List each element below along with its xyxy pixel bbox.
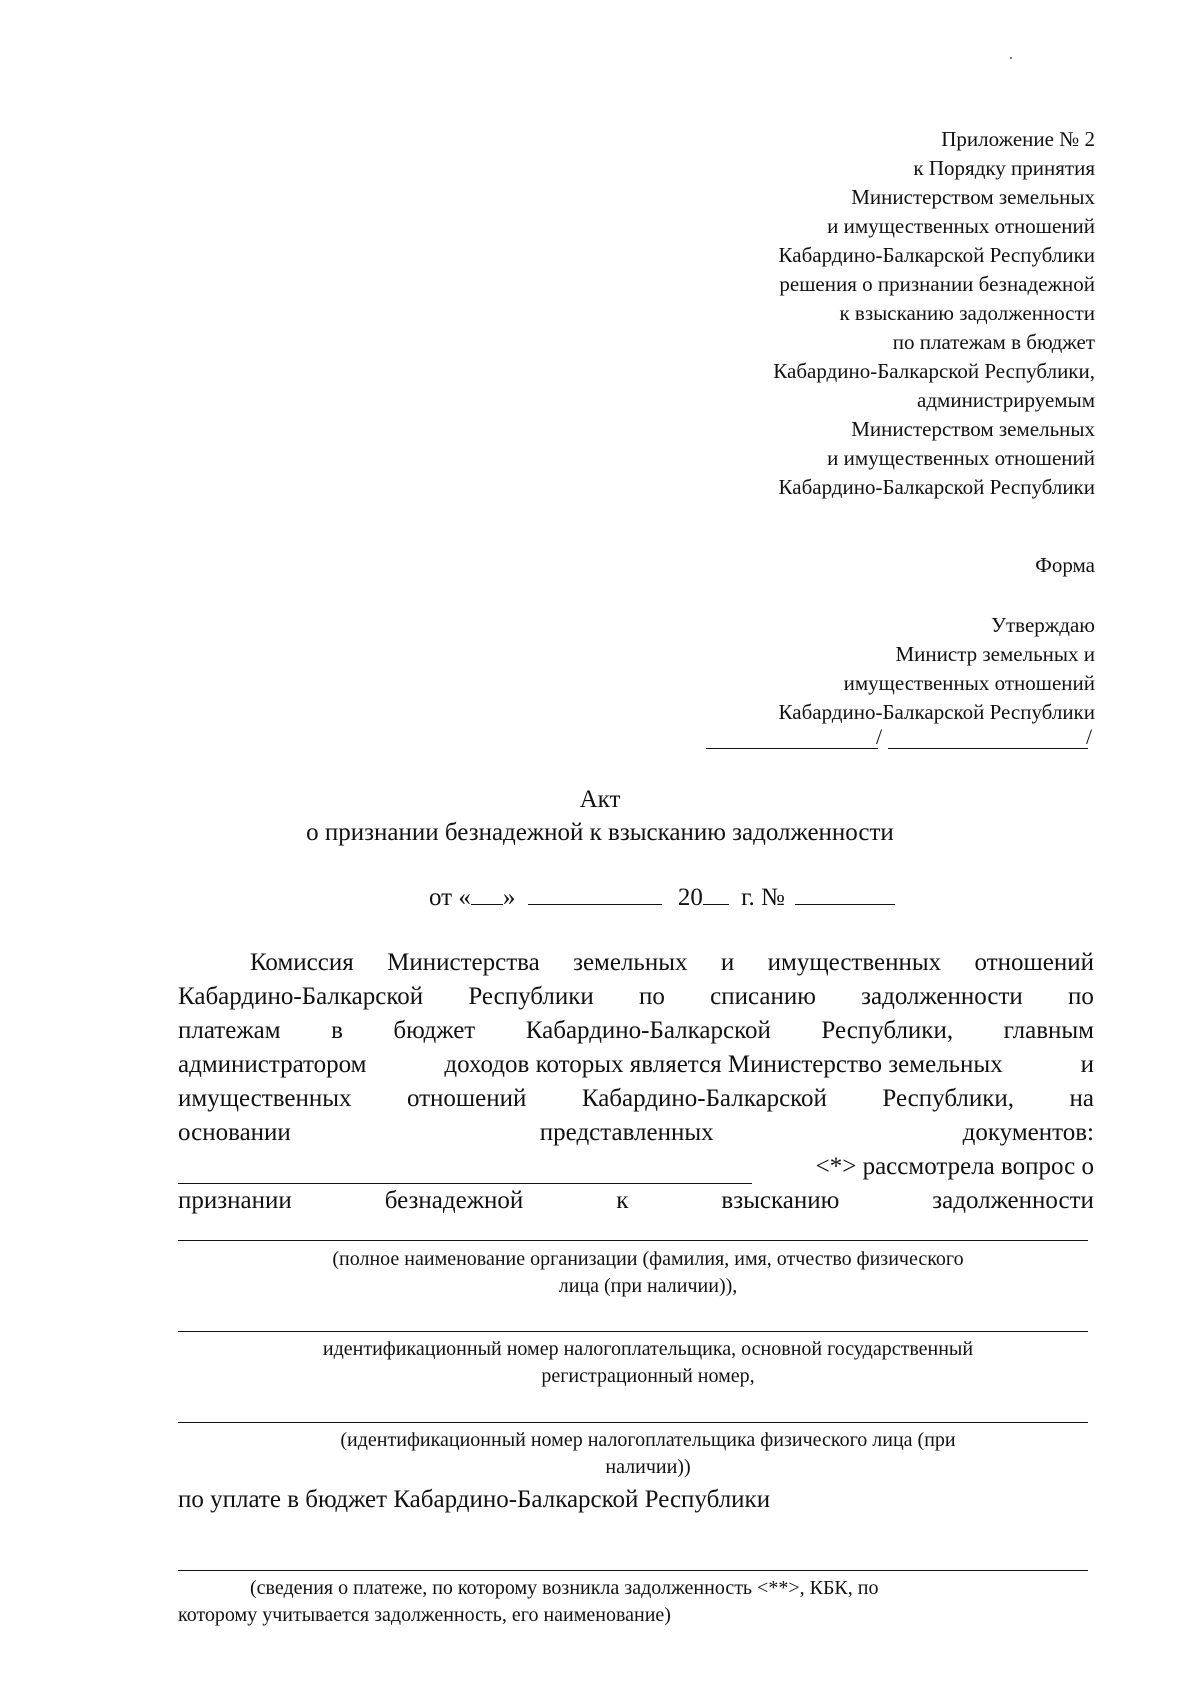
paragraph-line (178, 1150, 1094, 1184)
word: главным (1003, 1017, 1094, 1044)
approval-line: Утверждаю (991, 613, 1095, 637)
line-text: <*> рассмотрела вопрос о (815, 1153, 1094, 1180)
word: Кабардино-Балкарской (178, 983, 424, 1010)
appendix-line: и имущественных отношений (827, 214, 1095, 238)
appendix-line: Министерством земельных (851, 185, 1095, 209)
word: основании (178, 1119, 291, 1146)
approval-line: Министр земельных и (895, 642, 1095, 666)
word: задолженности (861, 983, 1023, 1010)
word: доходов которых является Министерство земельных (444, 1051, 1003, 1078)
appendix-line: Приложение № 2 (941, 127, 1095, 151)
appendix-line: и имущественных отношений (827, 446, 1095, 470)
date-quote: » (502, 884, 516, 911)
word: и (720, 949, 735, 976)
approval-line: Кабардино-Балкарской Республики (778, 700, 1095, 724)
date-prefix: от « (429, 884, 471, 911)
approval-line: имущественных отношений (843, 671, 1095, 695)
number-prefix: г. № (741, 884, 785, 911)
appendix-line: решения о признании безнадежной (779, 272, 1095, 296)
word: бюджет (393, 1017, 476, 1044)
payment-line: по уплате в бюджет Кабардино-Балкарской Республики (178, 1486, 771, 1513)
word: в (331, 1017, 343, 1044)
caption-line: лица (при наличии)), (558, 1275, 738, 1297)
paragraph-line (178, 1014, 1094, 1048)
appendix-line: Кабардино-Балкарской Республики, (773, 359, 1095, 383)
word: Кабардино-Балкарской (525, 1017, 771, 1044)
payment-details-caption (178, 1575, 1088, 1629)
caption-line: наличии)) (605, 1456, 691, 1478)
word: Комиссия (250, 949, 354, 976)
word: имущественных (767, 949, 942, 976)
word: на (1069, 1085, 1094, 1112)
signature-blank (706, 748, 878, 749)
word: и (1080, 1051, 1094, 1078)
signature-slash-end: / (1086, 724, 1093, 749)
name-blank (888, 748, 1088, 749)
paragraph-line (178, 1082, 1094, 1116)
organization-name-blank (178, 1240, 1088, 1241)
word: по (1068, 983, 1094, 1010)
word: Республики, (821, 1017, 954, 1044)
appendix-line: Кабардино-Балкарской Республики (778, 475, 1095, 499)
word: администратором (178, 1051, 367, 1078)
signature-slash: / (876, 724, 883, 749)
word: документов: (962, 1119, 1094, 1146)
number-blank (795, 882, 895, 905)
caption-line: (сведения о платеже, по которому возникла задолженность <**>, КБК, по (250, 1577, 879, 1599)
approval-block (595, 611, 1095, 727)
payment-details-blank (178, 1570, 1088, 1571)
day-blank (471, 882, 503, 905)
word: Кабардино-Балкарской (581, 1085, 827, 1112)
appendix-line: к взысканию задолженности (839, 301, 1095, 325)
appendix-line: Кабардино-Балкарской Республики (778, 243, 1095, 267)
appendix-header (595, 125, 1095, 502)
word: имущественных (178, 1085, 352, 1112)
word: земельных (573, 949, 688, 976)
word: взысканию (721, 1187, 840, 1214)
appendix-line: Министерством земельных (851, 417, 1095, 441)
act-title: Акт (579, 786, 621, 813)
month-blank (528, 882, 662, 905)
word: задолженности (932, 1187, 1094, 1214)
commission-paragraph (178, 946, 1094, 1218)
word: представленных (539, 1119, 714, 1146)
act-date-line (429, 882, 895, 912)
act-subtitle: о признании безнадежной к взысканию задолженности (306, 819, 894, 846)
paragraph-line (178, 946, 1094, 980)
appendix-line: администрируемым (917, 388, 1095, 412)
word: по (638, 983, 665, 1010)
organization-caption (178, 1246, 1088, 1300)
word: платежам (178, 1017, 281, 1044)
paragraph-line (178, 980, 1094, 1014)
caption-line: регистрационный номер, (541, 1365, 755, 1387)
word: отношений (974, 949, 1094, 976)
caption-line: (полное наименование организации (фамилия, имя, отчество физического (332, 1248, 964, 1270)
word: Республики, (882, 1085, 1015, 1112)
caption-line: которому учитывается задолженность, его наименование) (178, 1604, 671, 1626)
individual-inn-caption (178, 1427, 1088, 1481)
scan-speck (1010, 57, 1012, 59)
word: к (616, 1187, 629, 1214)
individual-inn-blank (178, 1422, 1088, 1423)
paragraph-line (178, 1184, 1094, 1218)
inn-ogrn-caption (178, 1336, 1088, 1390)
paragraph-line (178, 1116, 1094, 1150)
form-label: Форма (1035, 553, 1095, 577)
word: списанию (710, 983, 816, 1010)
word: отношений (406, 1085, 527, 1112)
year-blank (703, 882, 729, 905)
year-prefix: 20 (677, 884, 703, 911)
caption-line: (идентификационный номер налогоплательщика физического лица (при (340, 1429, 956, 1451)
appendix-line: по платежам в бюджет (892, 330, 1095, 354)
documents-blank (178, 1157, 752, 1184)
inn-ogrn-blank (178, 1331, 1088, 1332)
appendix-line: к Порядку принятия (913, 156, 1095, 180)
word: признании (178, 1187, 292, 1214)
paragraph-line (178, 1048, 1094, 1082)
word: безнадежной (384, 1187, 524, 1214)
word: Республики (468, 983, 594, 1010)
word: Министерства (387, 949, 540, 976)
caption-line: идентификационный номер налогоплательщика, основной государственный (322, 1338, 974, 1360)
